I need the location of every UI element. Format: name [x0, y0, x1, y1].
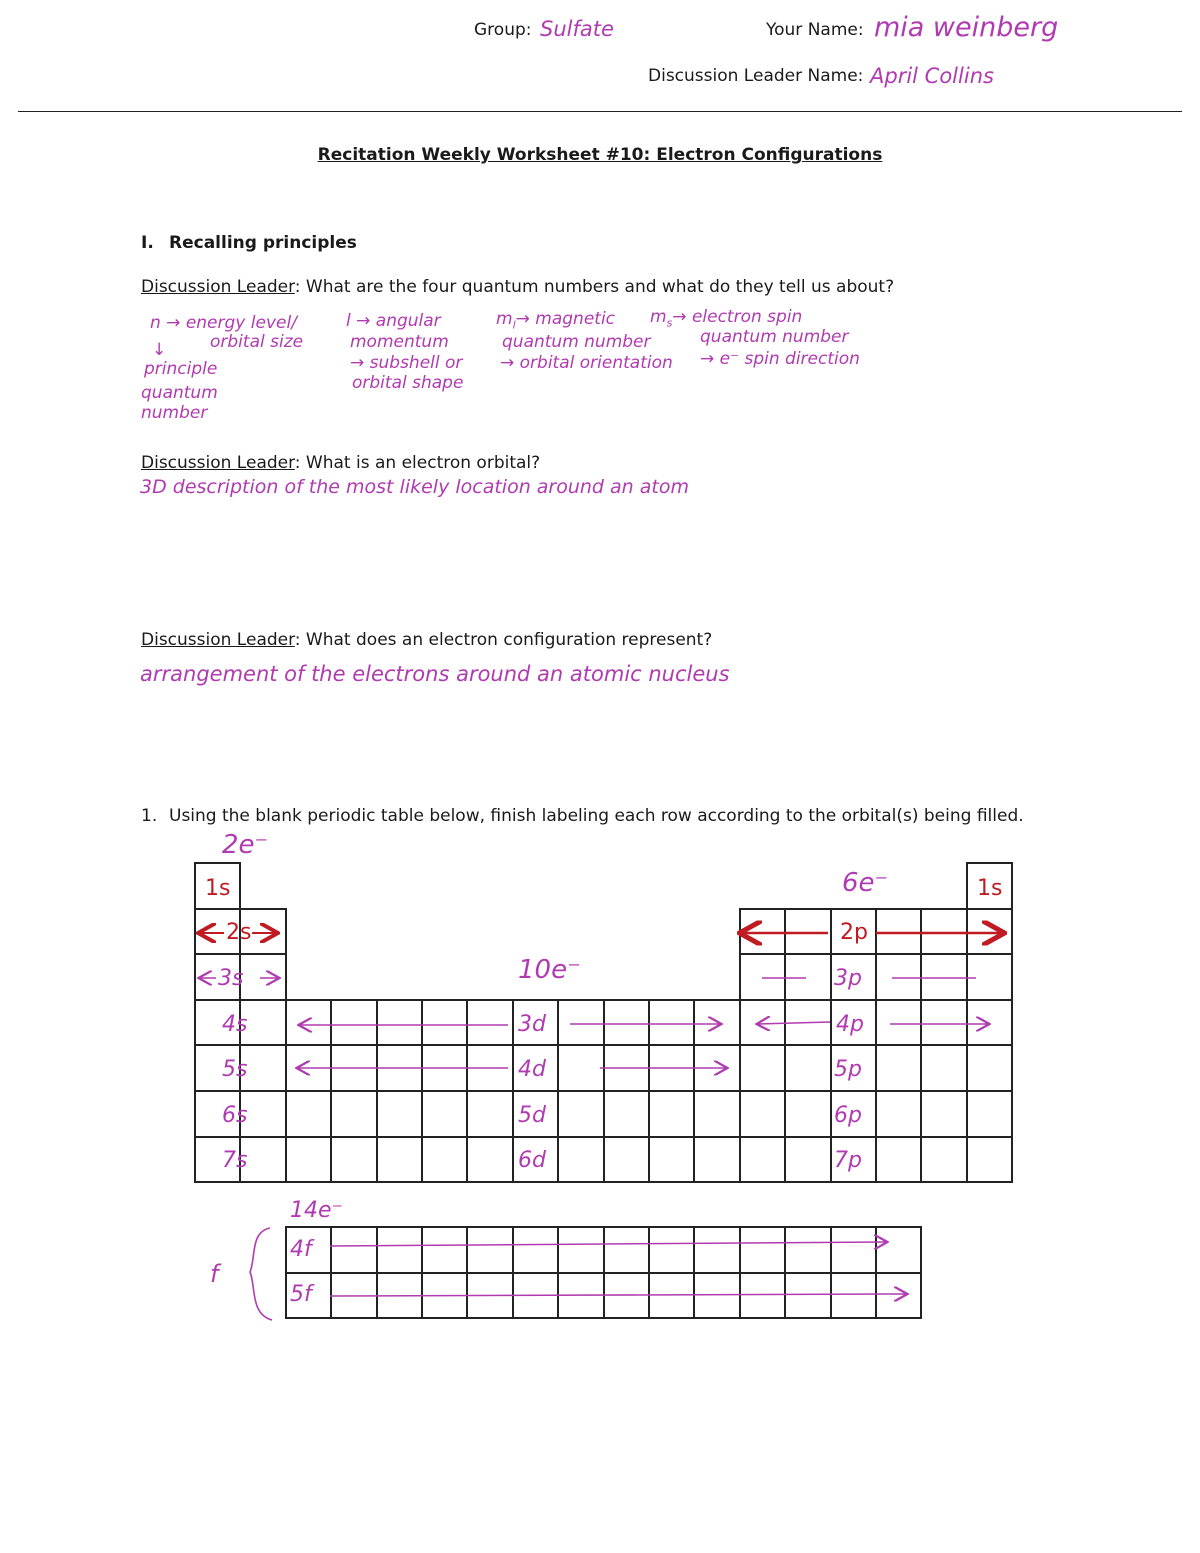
ml-symbol: m [496, 309, 513, 329]
answer-l-line2: momentum [350, 332, 449, 352]
question-lead: Discussion Leader [141, 277, 295, 297]
answer-q2: 3D description of the most likely location around an atom [140, 476, 689, 498]
leader-value: April Collins [870, 64, 994, 88]
label-2s: 2s [226, 920, 252, 945]
arrow-4p-left [758, 1022, 830, 1024]
label-d-row: 6d [518, 1148, 546, 1173]
label-s-row: 6s [222, 1103, 248, 1128]
label-1s-right: 1s [977, 876, 1003, 901]
answer-n-line3: principle [144, 359, 218, 379]
label-3p: 3p [834, 966, 862, 991]
answer-n-line2: orbital size [210, 332, 304, 352]
f-brace-label: f [210, 1260, 219, 1288]
label-s-row: 5s [222, 1057, 248, 1082]
section-heading: Recalling principles [169, 233, 357, 253]
answer-l-line1: l → angular [346, 311, 441, 331]
label-p-row: 7p [834, 1148, 862, 1173]
question-text: : What is an electron orbital? [294, 453, 541, 473]
f-brace [250, 1228, 272, 1320]
question-text: : What does an electron configuration represent? [294, 630, 713, 650]
label-2p: 2p [840, 920, 868, 945]
label-f-row: 5f [290, 1282, 312, 1307]
name-label: Your Name: [766, 20, 864, 40]
page-title: Recitation Weekly Worksheet #10: Electron Configurations [317, 145, 883, 165]
answer-n-arrow: ↓ [152, 340, 167, 360]
ml-sub: l [512, 318, 516, 332]
label-s-row: 7s [222, 1148, 248, 1173]
p-electron-count: 6e⁻ [842, 868, 889, 898]
d-electron-count: 10e⁻ [518, 955, 581, 985]
ml-text: → magnetic [515, 309, 616, 329]
arrow-4f [330, 1242, 886, 1246]
group-value: Sulfate [540, 17, 614, 41]
answer-l-line3: → subshell or [350, 353, 463, 373]
s-electron-count: 2e⁻ [222, 830, 269, 860]
label-d-row: 5d [518, 1103, 546, 1128]
answer-q3: arrangement of the electrons around an atomic nucleus [140, 662, 730, 686]
ms-text: → electron spin [672, 307, 803, 327]
label-p-row: 5p [834, 1057, 862, 1082]
label-p-row: 6p [834, 1103, 862, 1128]
answer-ms-line3: → e⁻ spin direction [700, 349, 860, 369]
label-1s-left: 1s [205, 876, 231, 901]
answer-ml-line2: quantum number [502, 332, 651, 352]
question-lead: Discussion Leader [141, 630, 295, 650]
group-label: Group: [474, 20, 532, 40]
answer-ms-line2: quantum number [700, 327, 849, 347]
task-text: Using the blank periodic table below, finish labeling each row according to the orbital(s) being filled. [169, 806, 1024, 826]
leader-label: Discussion Leader Name: [648, 66, 864, 86]
task-number: 1. [141, 806, 158, 826]
ms-sub: s [666, 316, 673, 330]
f-electron-count: 14e⁻ [290, 1198, 344, 1223]
question-text: : What are the four quantum numbers and what do they tell us about? [294, 277, 895, 297]
label-d-row: 3d [518, 1012, 546, 1037]
question-lead: Discussion Leader [141, 453, 295, 473]
label-3s: 3s [218, 966, 244, 991]
label-p-row: 4p [836, 1012, 864, 1037]
section-numeral: I. [141, 233, 154, 253]
answer-n-line4: quantum [141, 383, 218, 403]
label-s-row: 4s [222, 1012, 248, 1037]
ms-symbol: m [650, 307, 667, 327]
label-f-row: 4f [290, 1237, 312, 1262]
answer-n-line1: n → energy level/ [150, 313, 297, 333]
arrow-5f [330, 1294, 906, 1296]
answer-l-line4: orbital shape [352, 373, 464, 393]
label-d-row: 4d [518, 1057, 546, 1082]
answer-n-line5: number [141, 403, 208, 423]
answer-ml-line3: → orbital orientation [500, 353, 673, 373]
name-value: mia weinberg [874, 12, 1059, 43]
